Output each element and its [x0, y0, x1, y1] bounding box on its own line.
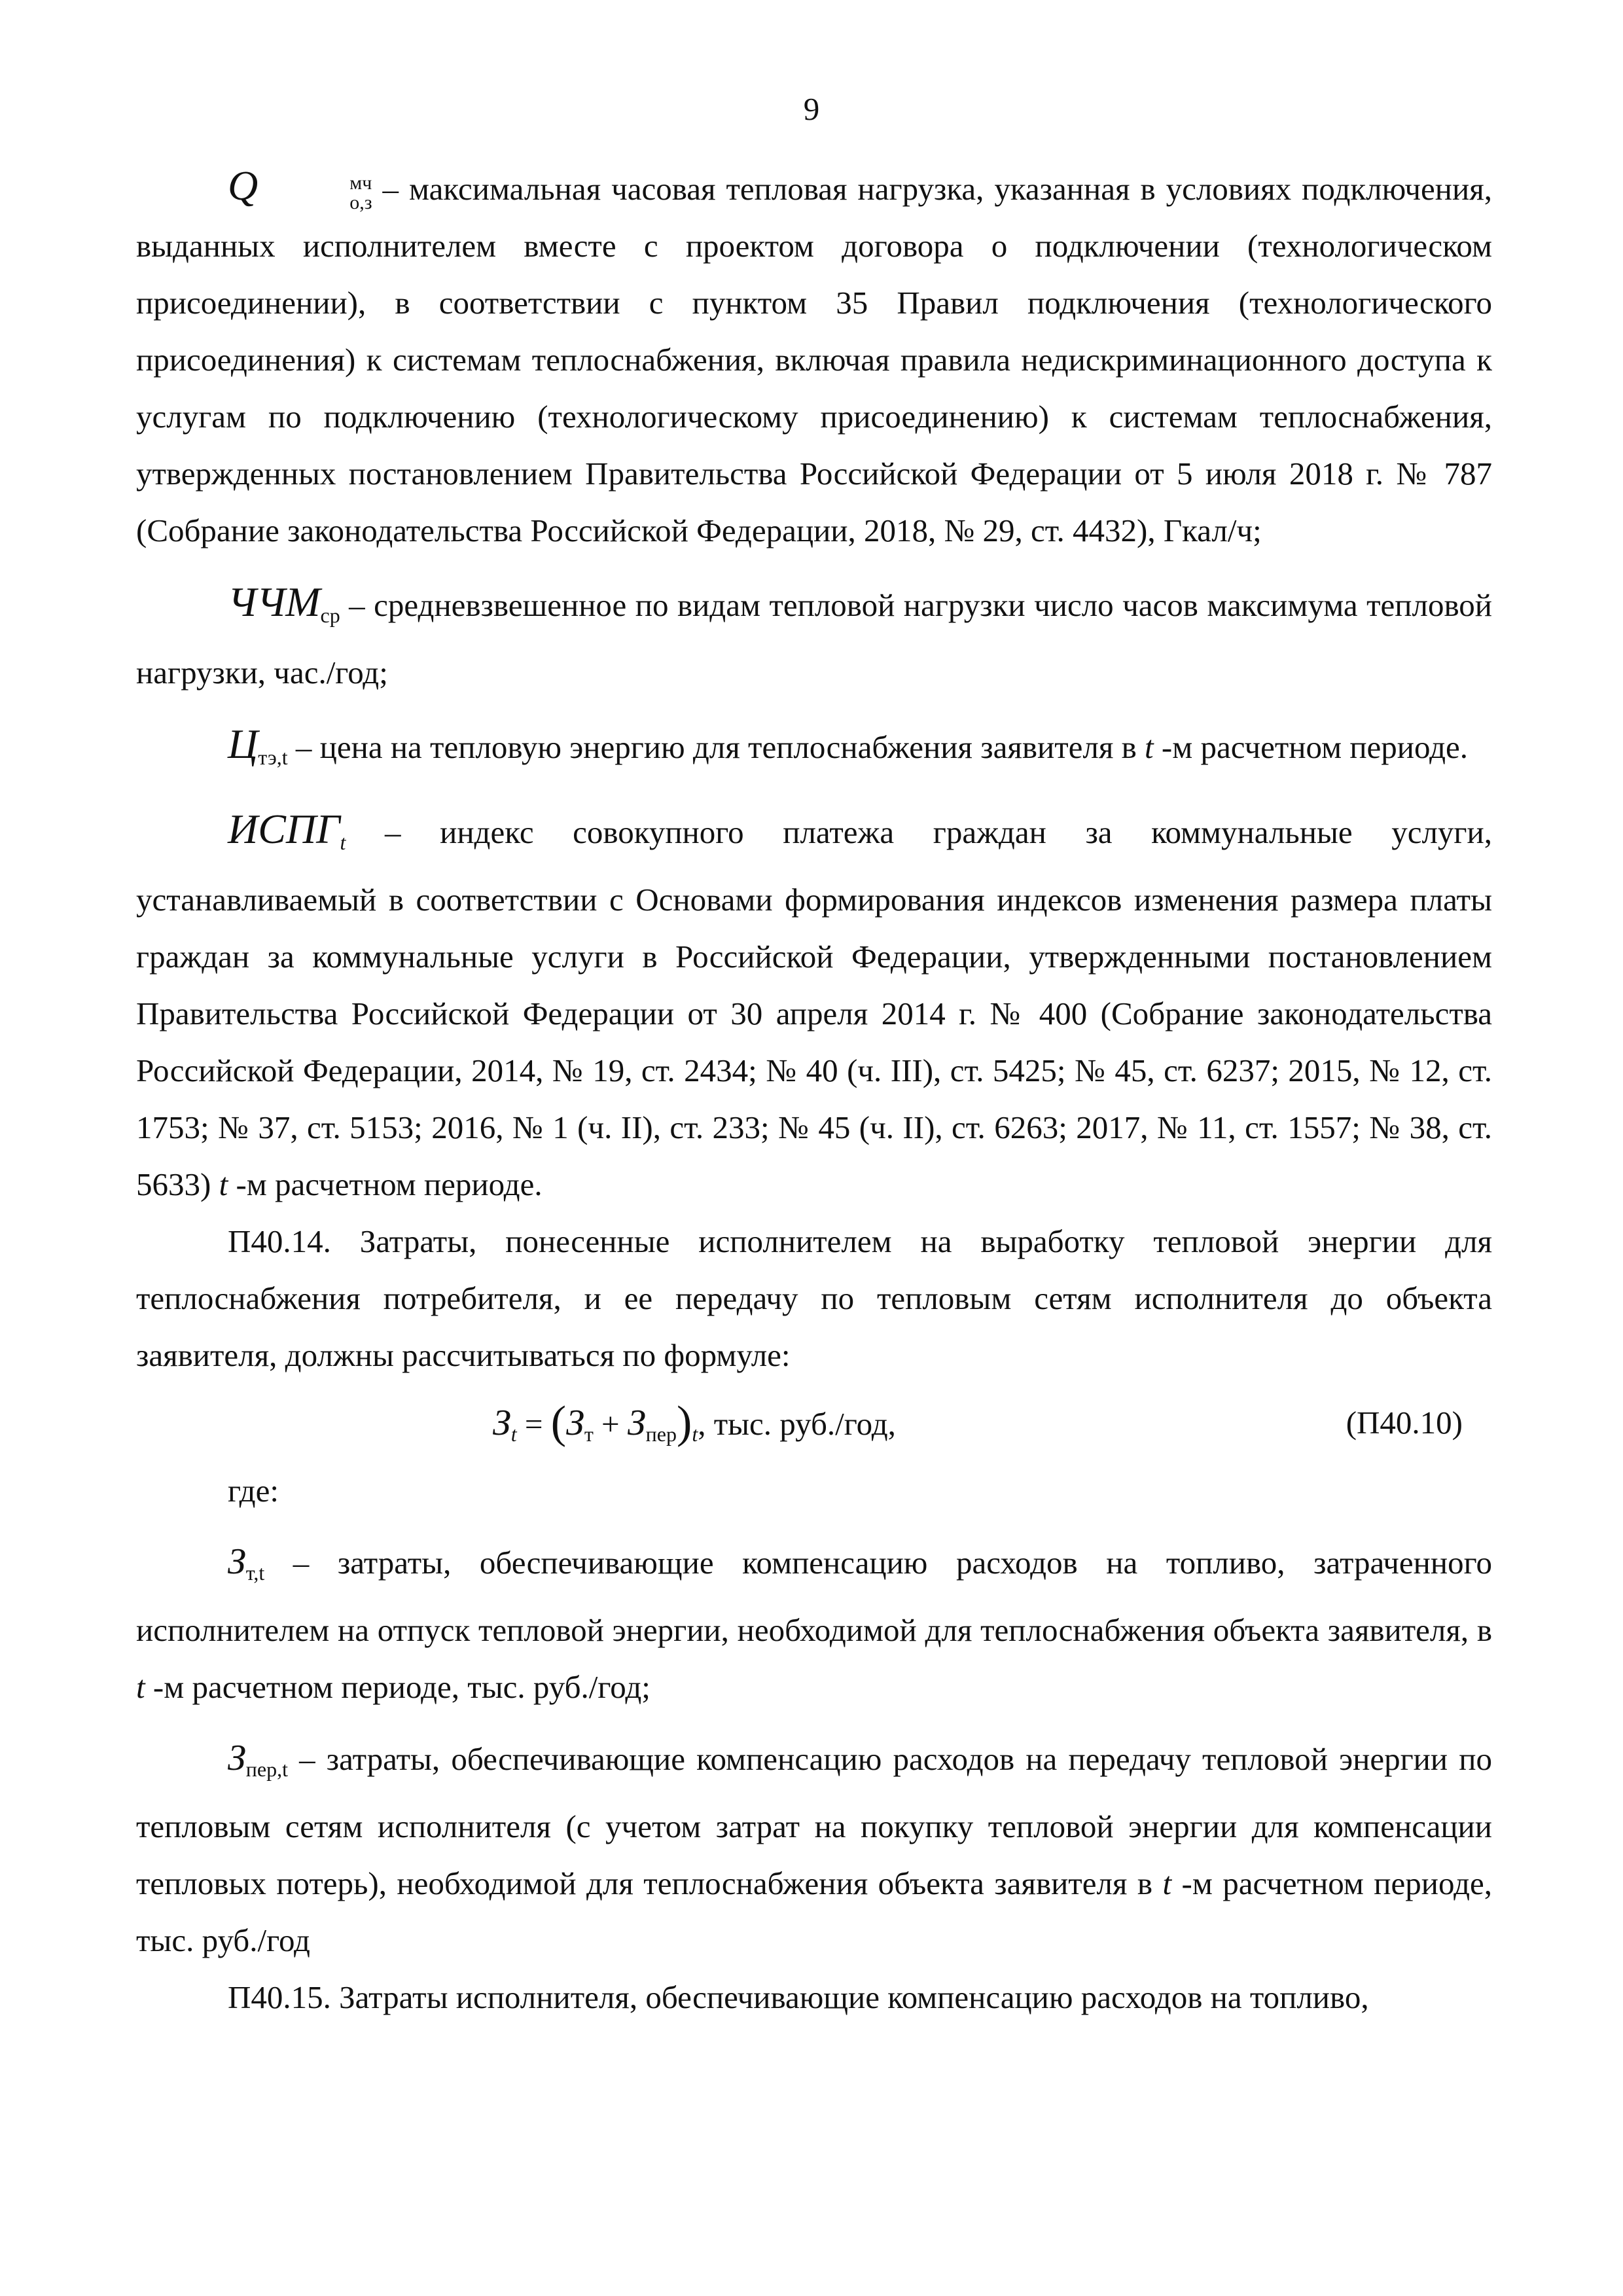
definition-zper-text-a: – затраты, обеспечивающие компенсацию расходов на передачу тепловой энергии по тепловым сетям исполнителя (с учетом затрат на покупку тепловой энергии для компенсации тепловых потерь), необходимой для теплоснабжения объекта заявителя в: [136, 1741, 1492, 1901]
definition-zper-text-b: -м расчетном периоде, тыс. руб./год: [136, 1865, 1493, 1958]
paragraph-p40-14: П40.14. Затраты, понесенные исполнителем на выработку тепловой энергии для теплоснабжения потребителя, и ее передачу по тепловым сетям исполнителя до объекта заявителя, должны рассчитываться по формуле:: [136, 1223, 1492, 1373]
period-t: t: [1162, 1865, 1172, 1901]
formula-eq: =: [516, 1406, 551, 1442]
symbol-chm-sub: ср: [320, 603, 340, 627]
definition-price: [136, 715, 1492, 786]
definition-zper: [136, 1730, 1492, 1969]
definition-c-text-a: – цена на тепловую энергию для теплоснабжения заявителя в: [287, 729, 1145, 765]
period-t: t: [136, 1669, 145, 1705]
definition-q: [136, 157, 1492, 559]
period-t: t: [219, 1166, 228, 1202]
definition-ispg-text-a: – индекс совокупного платежа граждан за коммунальные услуги, устанавливаемый в соответствии с Основами формирования индексов изменения размера платы граждан за коммунальные услуги в Российской Федерации, утвержденными постановлением Правительства Российской Федерации от 30 апреля 2014 г. № 400 (Собрание законодательства Российской Федерации, 2014, № 19, ст. 2434; № 40 (ч. III), ст. 5425; № 45, ст. 6237; 2015, № 12, ст. 1753; № 37, ст. 5153; 2016, № 1 (ч. II), ст. 233; № 45 (ч. II), ст. 6263; 2017, № 11, ст. 1557; № 38, ст. 5633): [136, 814, 1492, 1202]
definition-chm-text: – средневзвешенное по видам тепловой нагрузки число часов максимума тепловой нагрузки, час./год;: [136, 587, 1492, 691]
formula-term2-sub: пер: [645, 1422, 677, 1446]
period-t: t: [1145, 729, 1154, 765]
formula-body: [493, 1384, 896, 1473]
definition-q-text: – максимальная часовая тепловая нагрузка, указанная в условиях подключения, выданных исполнителем вместе с проектом договора о подключении (технологическом присоединении), в соответствии с пунктом 35 Правил подключения (технологического присоединения) к системам теплоснабжения, включая правила недискриминационного доступа к услугам по подключению (технологическому присоединению) к системам теплоснабжения, утвержденных постановлением Правительства Российской Федерации от 5 июля 2018 г. № 787 (Собрание законодательства Российской Федерации, 2018, № 29, ст. 4432), Гкал/ч;: [136, 171, 1492, 548]
symbol-ispg-sub: t: [340, 831, 346, 854]
formula-term2: З: [627, 1403, 646, 1443]
symbol-chm: ЧЧМ: [228, 579, 321, 625]
formula-lhs: З: [493, 1403, 511, 1443]
symbol-c-sub: тэ,t: [258, 745, 288, 769]
definition-zt-text-a: – затраты, обеспечивающие компенсацию расходов на топливо, затраченного исполнителем на отпуск тепловой энергии, необходимой для теплоснабжения объекта заявителя, в: [136, 1545, 1492, 1648]
formula-close-sub: t: [692, 1422, 698, 1446]
formula-close-paren: ): [677, 1397, 692, 1448]
page-number: 9: [803, 91, 820, 127]
symbol-q: Q: [228, 162, 259, 209]
formula-units: , тыс. руб./год,: [698, 1406, 896, 1442]
definition-ispg-text-b: -м расчетном периоде.: [228, 1166, 543, 1202]
formula-plus: +: [593, 1406, 628, 1442]
symbol-zper: З: [228, 1738, 246, 1778]
symbol-q-indices: [258, 173, 372, 213]
symbol-zt-sub: т,t: [245, 1561, 265, 1585]
definition-c-text-b: -м расчетном периоде.: [1153, 729, 1469, 765]
symbol-q-sub: о,з: [349, 192, 372, 213]
document-body: [136, 157, 1492, 2026]
definition-chm: [136, 573, 1492, 701]
formula-number: (П40.10): [1346, 1405, 1463, 1441]
definition-zt: [136, 1534, 1492, 1715]
paragraph-p40-15: П40.15. Затраты исполнителя, обеспечивающие компенсацию расходов на топливо,: [228, 1979, 1369, 2015]
where-label: где:: [228, 1473, 279, 1509]
formula-open-paren: (: [550, 1397, 567, 1448]
formula-term1-sub: т: [584, 1422, 594, 1446]
formula-lhs-sub: t: [510, 1422, 517, 1446]
formula-p40-10: [136, 1384, 1492, 1462]
symbol-ispg: ИСПГ: [228, 806, 340, 852]
symbol-zt: З: [228, 1541, 246, 1582]
symbol-zper-sub: пер,t: [245, 1757, 288, 1781]
definition-zt-text-b: -м расчетном периоде, тыс. руб./год;: [145, 1669, 651, 1705]
symbol-q-sup: мч: [349, 172, 372, 194]
symbol-c: Ц: [228, 721, 259, 767]
formula-term1: З: [566, 1403, 584, 1443]
definition-ispg: [136, 800, 1492, 1213]
